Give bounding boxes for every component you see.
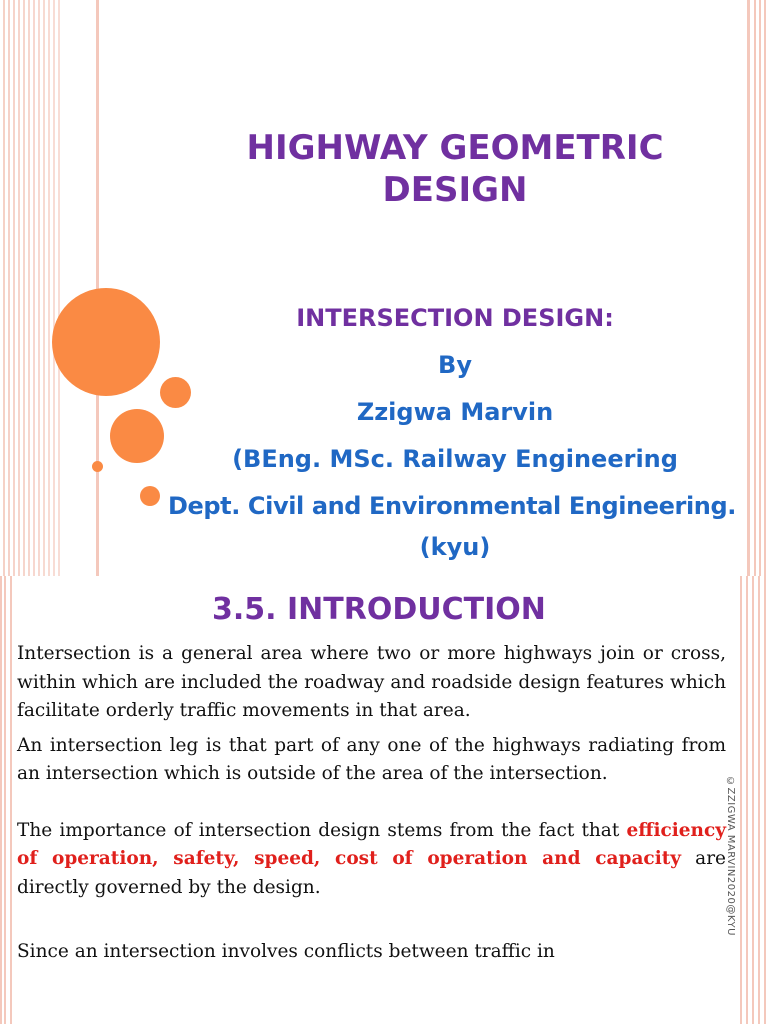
- paragraph-intersection-leg: An intersection leg is that part of any one of the highways radiating from an intersection which is outside of the area of the intersection.: [17, 734, 726, 784]
- slide-body: [17, 640, 726, 973]
- importance-text-start: The importance of intersection design stems from the fact that: [17, 819, 627, 841]
- decorative-rule-left: [10, 576, 12, 1024]
- topic-subtitle: INTERSECTION DESIGN:: [296, 304, 614, 332]
- decorative-stripes-left: [0, 576, 8, 1024]
- paragraph-conflicts: Since an intersection involves conflicts between traffic in: [17, 941, 555, 962]
- importance-text-end: are directly governed by the design.: [17, 848, 726, 898]
- copyright-watermark: ©ZZIGWA MARVIN2020@KYU: [725, 776, 736, 936]
- importance-emphasis: efficiency of operation, safety, speed, cost of operation and capacity: [17, 819, 726, 869]
- slide-subtitle-block: [150, 295, 760, 571]
- author-department: Dept. Civil and Environmental Engineering.: [168, 492, 736, 520]
- decorative-stripes-left: [0, 0, 62, 576]
- by-label: By: [438, 351, 472, 379]
- author-name: Zzigwa Marvin: [356, 398, 554, 426]
- decorative-circle-large: [52, 288, 160, 396]
- decorative-circle-tiny: [92, 461, 103, 472]
- section-heading: 3.5. INTRODUCTION: [212, 592, 546, 627]
- decorative-stripes-right: [736, 576, 768, 1024]
- title-line-1: HIGHWAY GEOMETRIC: [246, 128, 664, 168]
- author-institution: (kyu): [419, 533, 491, 561]
- paragraph-importance: [17, 817, 726, 903]
- introduction-slide: [0, 576, 768, 1024]
- paragraph-definition: Intersection is a general area where two or more highways join or cross, within which are included the roadway and roadside design features which facilitate orderly traffic movements in that area.: [17, 643, 726, 721]
- author-credentials: (BEng. MSc. Railway Engineering: [232, 445, 678, 473]
- slide-title: [150, 128, 760, 212]
- title-line-2: DESIGN: [382, 170, 528, 210]
